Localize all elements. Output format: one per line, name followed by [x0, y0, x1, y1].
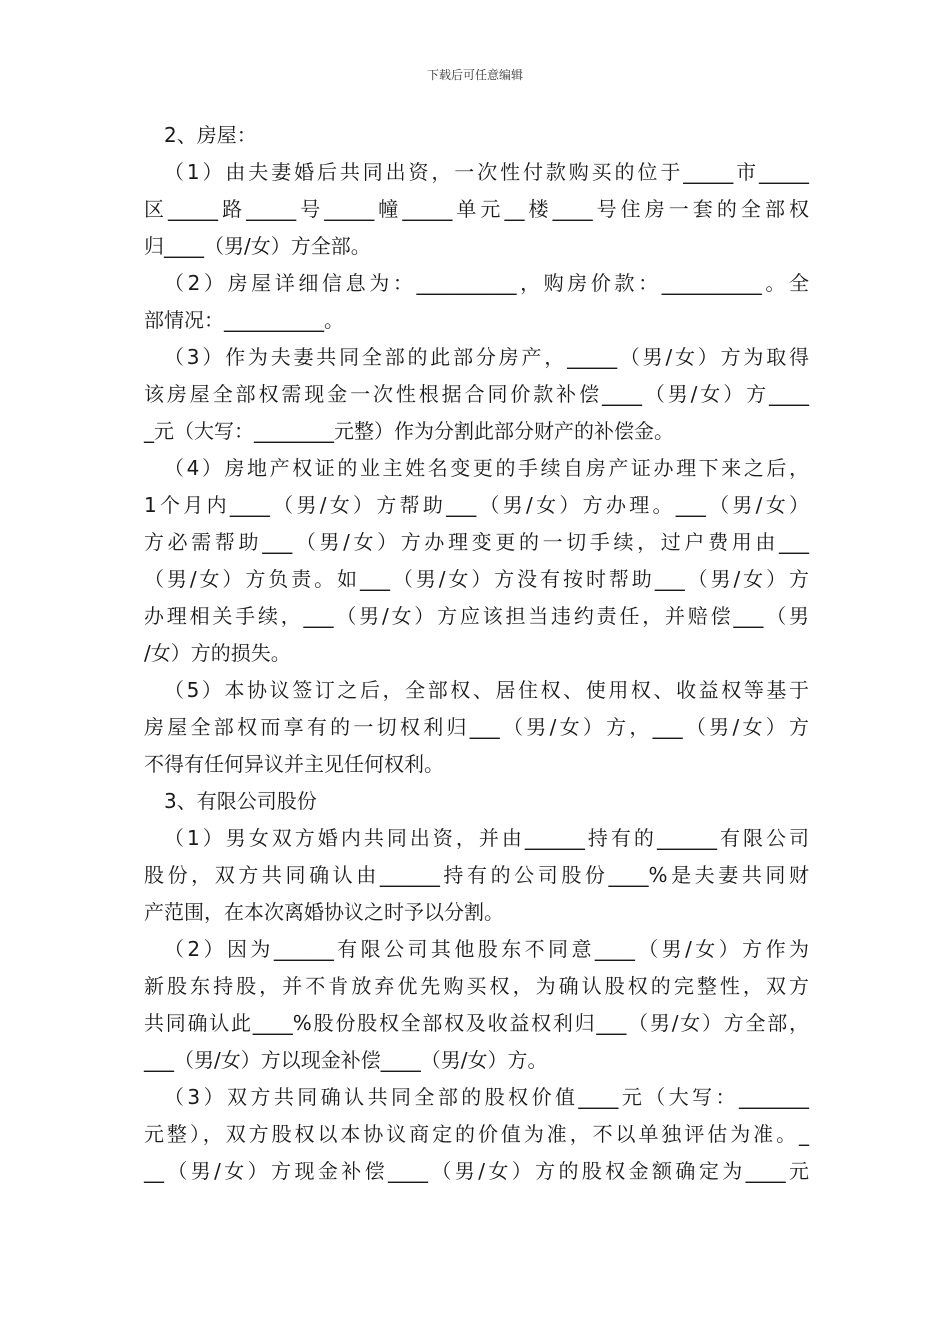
text-line: （5）本协议签订之后，全部权、居住权、使用权、收益权等基于	[164, 678, 809, 702]
text-line: 该房屋全部权需现金一次性根据合同价款补偿____（男/女）方____	[144, 382, 809, 406]
text-line: 不得有任何异议并主见任何权利。	[144, 752, 444, 776]
page-header: 下载后可任意编辑	[426, 68, 523, 82]
text-line: ___（男/女）方以现金补偿____（男/女）方。	[144, 1048, 548, 1072]
text-line: （1）由夫妻婚后共同出资，一次性付款购买的位于_____市_____	[164, 160, 809, 184]
text-line: 归____（男/女）方全部。	[144, 234, 371, 258]
text-line: （2）因为______有限公司其他股东不同意____（男/女）方作为	[164, 937, 809, 961]
text-line: 新股东持股，并不肯放弃优先购买权，为确认股权的完整性，双方	[144, 974, 809, 998]
text-line: _元（大写：________元整）作为分割此部分财产的补偿金。	[144, 419, 674, 443]
text-line: （1）男女双方婚内共同出资，并由______持有的______有限公司	[164, 826, 809, 850]
text-line: 房屋全部权而享有的一切权利归___（男/女）方，___（男/女）方	[144, 715, 809, 739]
text-line: （男/女）方负责。如___（男/女）方没有按时帮助___（男/女）方	[144, 567, 809, 591]
text-line: 办理相关手续，___（男/女）方应该担当违约责任，并赔偿___（男	[144, 604, 809, 628]
text-line: （4）房地产权证的业主姓名变更的手续自房产证办理下来之后，	[164, 456, 809, 480]
text-line: 部情况：__________。	[144, 308, 344, 332]
document-body	[144, 117, 809, 1190]
text-line: 方必需帮助___（男/女）方办理变更的一切手续，过户费用由___	[144, 530, 809, 554]
text-line: 产范围，在本次离婚协议之时予以分割。	[144, 900, 504, 924]
text-line: （2）房屋详细信息为：__________，购房价款：__________。全	[164, 271, 809, 295]
text-line: 元整），双方股权以本协议商定的价值为准，不以单独评估为准。_	[144, 1122, 809, 1146]
text-line: （3）作为夫妻共同全部的此部分房产，_____（男/女）方为取得	[164, 345, 809, 369]
text-line: 1个月内____（男/女）方帮助___（男/女）方办理。___（男/女）	[144, 493, 809, 517]
text-line: /女）方的损失。	[144, 641, 291, 665]
text-line: 股份，双方共同确认由______持有的公司股份____%是夫妻共同财	[144, 863, 809, 887]
text-line: 2、房屋：	[164, 123, 257, 147]
text-line: 区_____路_____号_____幢_____单元__楼____号住房一套的全部权	[144, 197, 809, 221]
text-line: 共同确认此____%股份股权全部权及收益权利归___（男/女）方全部，	[144, 1011, 809, 1035]
text-line: （3）双方共同确认共同全部的股权价值____元（大写：_______	[164, 1085, 809, 1109]
text-line: __（男/女）方现金补偿____（男/女）方的股权金额确定为____元	[144, 1159, 809, 1183]
text-line: 3、有限公司股份	[164, 789, 317, 813]
